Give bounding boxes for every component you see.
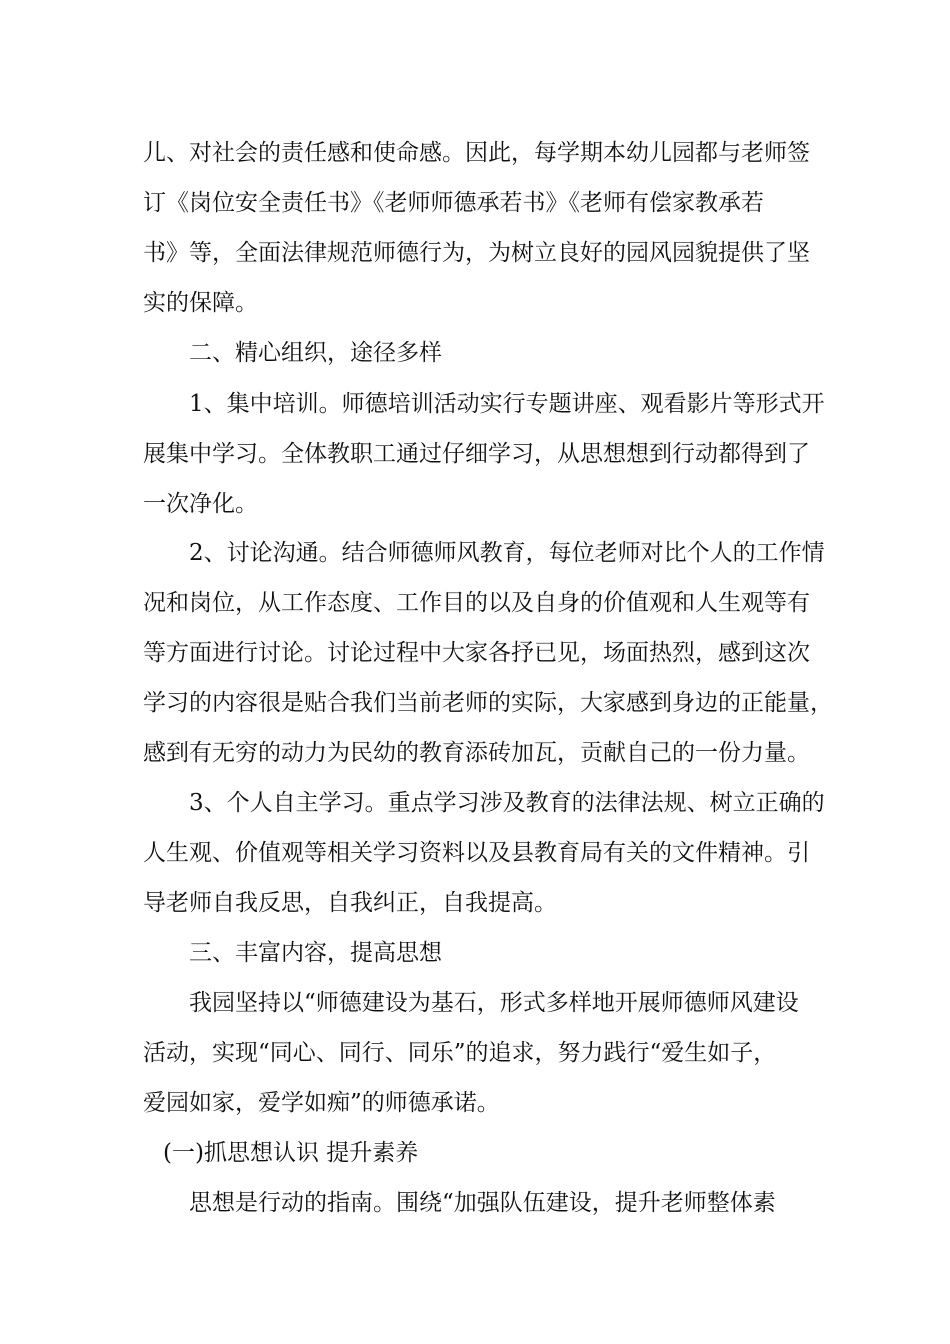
text-line: 等方面进行讨论。讨论过程中大家各抒已见，场面热烈，感到这次 (143, 640, 810, 666)
text-line: 展集中学习。全体教职工通过仔细学习，从思想想到行动都得到了 (143, 441, 810, 467)
text-line: 学习的内容很是贴合我们当前老师的实际，大家感到身边的正能量， (143, 690, 833, 716)
subsection-heading: (一)抓思想认识 提升素养 (163, 1140, 419, 1166)
text-line: 思想是行动的指南。围绕“加强队伍建设，提升老师整体素 (189, 1190, 776, 1216)
text-line: 儿、对社会的责任感和使命感。因此，每学期本幼儿园都与老师签 (143, 140, 810, 166)
text-line: 3、个人自主学习。重点学习涉及教育的法律法规、树立正确的 (189, 790, 825, 816)
section-heading: 三、丰富内容，提高思想 (189, 940, 442, 966)
text-line: 活动，实现“同心、同行、同乐”的追求，努力践行“爱生如子， (143, 1040, 777, 1066)
text-line: 一次净化。 (143, 491, 258, 517)
text-line: 实的保障。 (143, 290, 258, 316)
text-line: 导老师自我反思，自我纠正，自我提高。 (143, 890, 557, 916)
text-line: 订《岗位安全责任书》《老师师德承若书》《老师有偿家教承若 (143, 190, 764, 216)
text-line: 1、集中培训。师德培训活动实行专题讲座、观看影片等形式开 (189, 391, 825, 417)
text-line: 我园坚持以“师德建设为基石，形式多样地开展师德师风建设 (189, 990, 799, 1016)
text-line: 书》等，全面法律规范师德行为，为树立良好的园风园貌提供了坚 (143, 240, 810, 266)
text-line: 2、讨论沟通。结合师德师风教育，每位老师对比个人的工作情 (189, 540, 825, 566)
text-line: 爱园如家，爱学如痴”的师德承诺。 (143, 1090, 500, 1116)
section-heading: 二、精心组织，途径多样 (189, 340, 442, 366)
text-line: 况和岗位，从工作态度、工作目的以及自身的价值观和人生观等有 (143, 590, 810, 616)
text-line: 人生观、价值观等相关学习资料以及县教育局有关的文件精神。引 (143, 840, 810, 866)
text-line: 感到有无穷的动力为民幼的教育添砖加瓦，贡献自己的一份力量。 (143, 740, 810, 766)
